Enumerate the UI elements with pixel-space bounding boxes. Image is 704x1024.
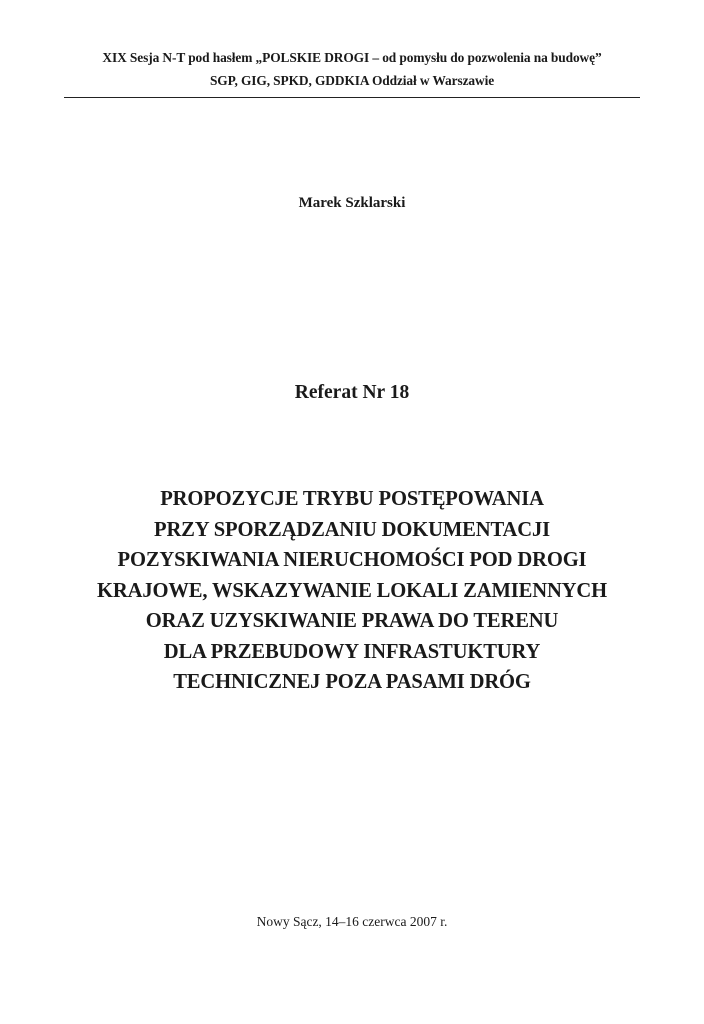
referat-number: Referat Nr 18 [294,382,410,403]
title-line: KRAJOWE, WSKAZYWANIE LOKALI ZAMIENNYCH [97,579,607,602]
place-and-date: Nowy Sącz, 14–16 czerwca 2007 r. [256,914,448,929]
title-line: PROPOZYCJE TRYBU POSTĘPOWANIA [160,488,544,510]
paper-title [40,484,664,698]
conference-header [64,46,640,92]
header-divider [64,97,640,98]
title-line: POZYSKIWANIA NIERUCHOMOŚCI POD DROGI [117,549,587,571]
conference-title: XIX Sesja N-T pod hasłem „POLSKIE DROGI – od pomysłu do pozwolenia na budowę” [102,50,602,65]
author-name: Marek Szklarski [298,195,406,211]
conference-organizers: SGP, GIG, SPKD, GDDKIA Oddział w Warszawie [209,73,495,88]
title-line: PRZY SPORZĄDZANIU DOKUMENTACJI [154,518,550,541]
title-line: ORAZ UZYSKIWANIE PRAWA DO TERENU [145,610,559,632]
title-line: DLA PRZEBUDOWY INFRASTUKTURY [163,640,541,663]
title-line: TECHNICZNEJ POZA PASAMI DRÓG [173,671,531,693]
